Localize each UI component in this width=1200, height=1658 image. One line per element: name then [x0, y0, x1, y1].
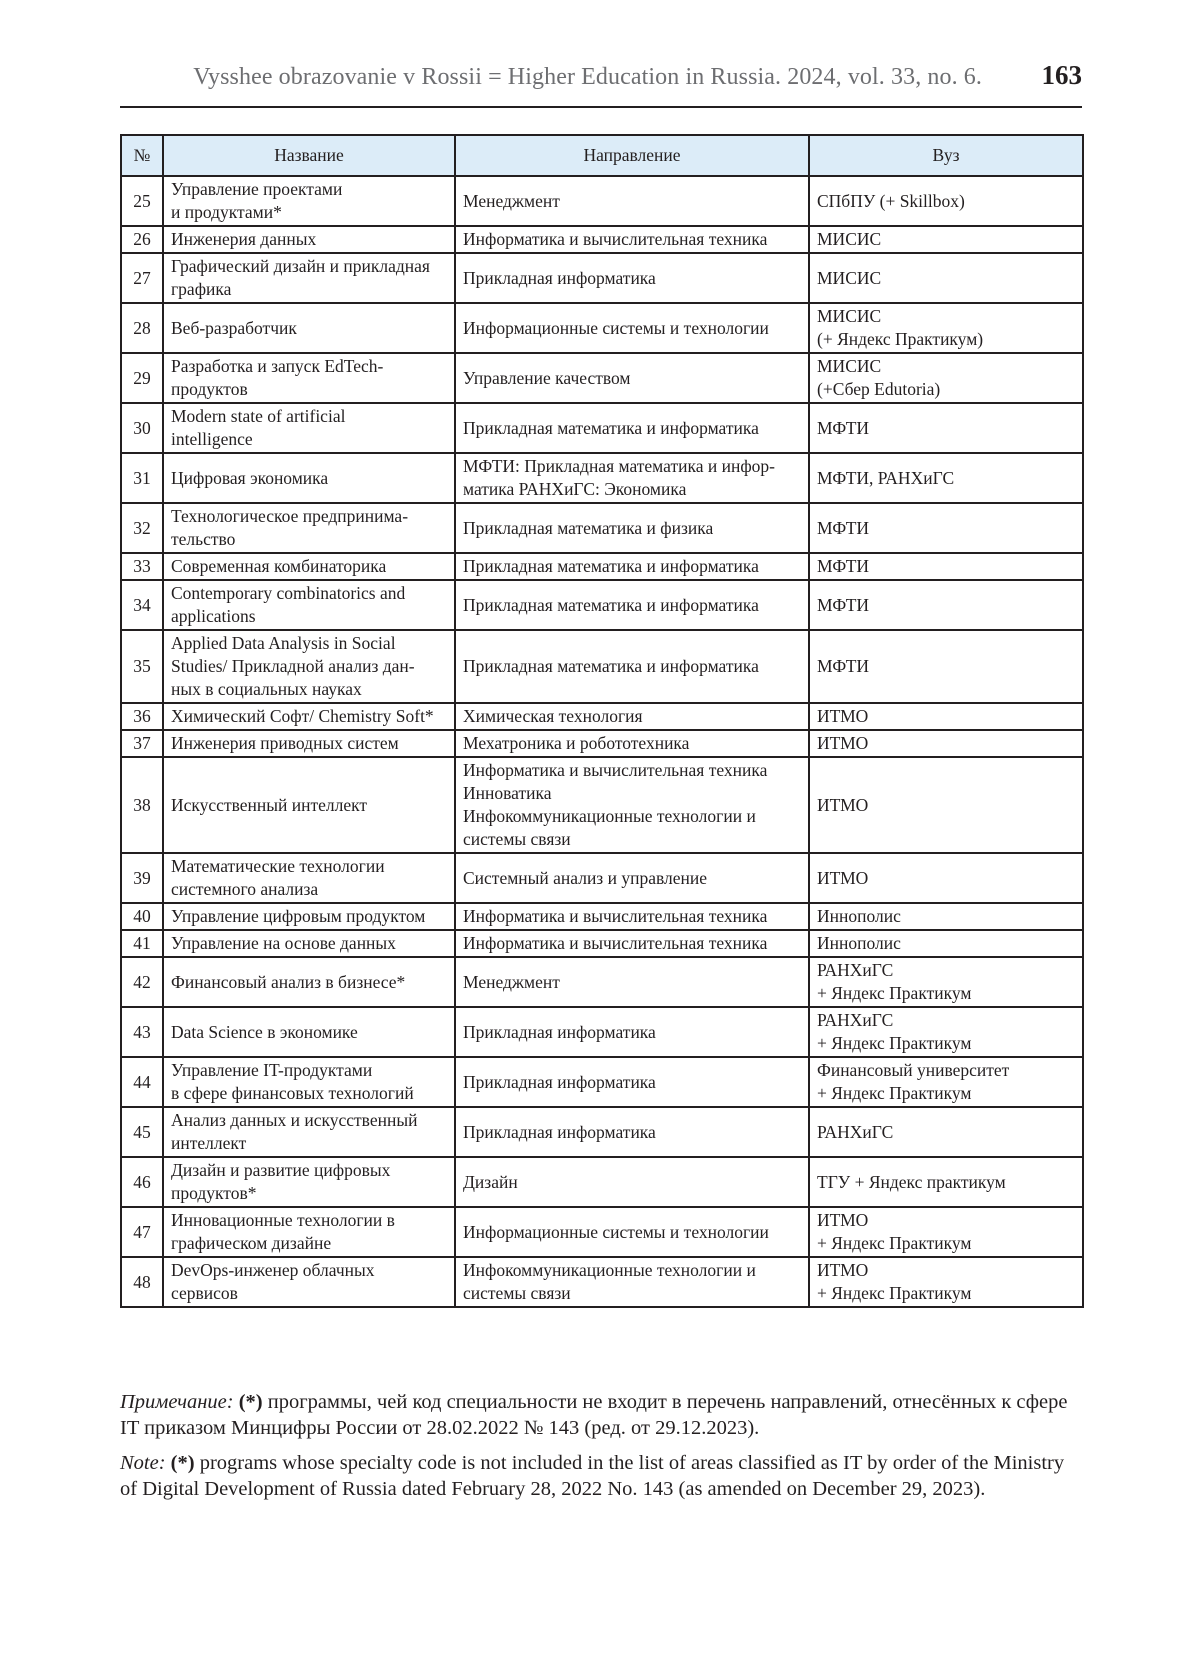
university-cell	[809, 503, 1083, 553]
row-number: 41	[121, 930, 163, 957]
program-name-line: Contemporary combinatorics and	[171, 583, 406, 603]
program-name-line: Графический дизайн и прикладная	[171, 256, 430, 276]
program-name-cell	[163, 353, 455, 403]
direction-cell	[455, 176, 809, 226]
university-line: (+Сбер Edutoria)	[817, 379, 941, 399]
university-cell	[809, 353, 1083, 403]
row-number: 29	[121, 353, 163, 403]
university-line: МФТИ	[817, 594, 870, 615]
row-number: 46	[121, 1157, 163, 1207]
direction-cell	[455, 930, 809, 957]
university-cell	[809, 1207, 1083, 1257]
direction-line: Прикладная информатика	[463, 267, 656, 288]
direction-cell	[455, 453, 809, 503]
university-line: МФТИ	[817, 517, 870, 538]
direction-cell	[455, 957, 809, 1007]
table-row	[121, 957, 1083, 1007]
program-name-cell	[163, 1057, 455, 1107]
program-name-line: Математические технологии	[171, 856, 385, 876]
row-number: 26	[121, 226, 163, 253]
university-cell	[809, 403, 1083, 453]
program-name-cell	[163, 1157, 455, 1207]
program-name-line: Современная комбинаторика	[171, 556, 387, 576]
row-number: 35	[121, 630, 163, 703]
direction-cell	[455, 553, 809, 580]
university-line: + Яндекс Практикум	[817, 1033, 972, 1053]
direction-cell	[455, 1157, 809, 1207]
program-name-cell	[163, 730, 455, 757]
program-name-line: интеллект	[171, 1133, 247, 1153]
direction-line: системы связи	[463, 1283, 571, 1303]
university-cell	[809, 226, 1083, 253]
table-row	[121, 703, 1083, 730]
direction-line: Информационные системы и технологии	[463, 317, 769, 338]
direction-cell	[455, 730, 809, 757]
direction-line: Системный анализ и управление	[463, 867, 708, 888]
direction-line: Информатика и вычислительная техника	[463, 760, 768, 780]
note-ru-label: Примечание:	[120, 1391, 234, 1413]
direction-line: Мехатроника и робототехника	[463, 733, 690, 753]
university-line: ИТМО	[817, 794, 869, 815]
row-number: 47	[121, 1207, 163, 1257]
row-number: 45	[121, 1107, 163, 1157]
direction-cell	[455, 503, 809, 553]
note-en-text: programs whose specialty code is not included in the list of areas classified as IT by order of the Ministry of Digital Development of Russia dated February 28, 2022 No. 143 (as amended on December 29, 2023).	[120, 1452, 1065, 1500]
table-row	[121, 303, 1083, 353]
direction-line: Дизайн	[463, 1171, 518, 1192]
table-row	[121, 903, 1083, 930]
program-name-line: Анализ данных и искусственный	[171, 1110, 418, 1130]
direction-cell	[455, 1007, 809, 1057]
program-name-cell	[163, 176, 455, 226]
university-line: Иннополис	[817, 906, 901, 926]
direction-line: Прикладная математика и физика	[463, 517, 714, 538]
program-name-line: ных в социальных науках	[171, 679, 362, 699]
university-line: + Яндекс Практикум	[817, 1233, 972, 1253]
direction-cell	[455, 580, 809, 630]
program-name-line: Инновационные технологии в	[171, 1210, 395, 1230]
program-name-cell	[163, 503, 455, 553]
university-cell	[809, 757, 1083, 853]
program-name-cell	[163, 580, 455, 630]
program-name-cell	[163, 1007, 455, 1057]
university-cell	[809, 1057, 1083, 1107]
university-line: МФТИ	[817, 556, 870, 576]
table-row	[121, 757, 1083, 853]
university-cell	[809, 930, 1083, 957]
table-row	[121, 630, 1083, 703]
direction-cell	[455, 703, 809, 730]
row-number: 36	[121, 703, 163, 730]
program-name-cell	[163, 453, 455, 503]
table-row	[121, 1207, 1083, 1257]
journal-citation: Vysshee obrazovanie v Rossii = Higher Education in Russia. 2024, vol. 33, no. 6.	[193, 64, 982, 90]
row-number: 33	[121, 553, 163, 580]
university-cell	[809, 453, 1083, 503]
university-cell	[809, 1157, 1083, 1207]
program-name-cell	[163, 1257, 455, 1307]
university-line: Финансовый университет	[817, 1060, 1010, 1080]
direction-line: Информатика и вычислительная техника	[463, 229, 768, 249]
direction-line: системы связи	[463, 829, 571, 849]
university-cell	[809, 1257, 1083, 1307]
program-name-line: Управление проектами	[171, 179, 343, 199]
direction-line: Прикладная математика и информатика	[463, 556, 759, 576]
direction-cell	[455, 630, 809, 703]
university-line: МИСИС	[817, 229, 882, 249]
table-row	[121, 1257, 1083, 1307]
university-cell	[809, 957, 1083, 1007]
row-number: 48	[121, 1257, 163, 1307]
direction-line: Информатика и вычислительная техника	[463, 906, 768, 926]
program-name-cell	[163, 1207, 455, 1257]
direction-line: Управление качеством	[463, 367, 631, 388]
table-row	[121, 853, 1083, 903]
program-name-line: Управление на основе данных	[171, 933, 396, 953]
program-name-line: Искусственный интеллект	[171, 794, 368, 815]
university-line: ИТМО	[817, 706, 869, 726]
program-name-line: Applied Data Analysis in Social	[171, 633, 396, 653]
row-number: 37	[121, 730, 163, 757]
university-line: МИСИС	[817, 356, 882, 376]
direction-line: Прикладная информатика	[463, 1021, 656, 1042]
program-name-cell	[163, 903, 455, 930]
row-number: 44	[121, 1057, 163, 1107]
program-name-line: intelligence	[171, 429, 253, 449]
university-line: ТГУ + Яндекс практикум	[817, 1171, 1006, 1192]
university-line: МИСИС	[817, 306, 882, 326]
table-row	[121, 1057, 1083, 1107]
university-line: РАНХиГС	[817, 1010, 894, 1030]
program-name-line: Веб-разработчик	[171, 317, 297, 338]
program-name-cell	[163, 703, 455, 730]
university-cell	[809, 703, 1083, 730]
university-line: РАНХиГС	[817, 960, 894, 980]
program-name-line: Инженерия приводных систем	[171, 733, 399, 753]
direction-line: Прикладная математика и информатика	[463, 594, 759, 615]
university-cell	[809, 1007, 1083, 1057]
direction-line: Информатика и вычислительная техника	[463, 933, 768, 953]
university-line: Иннополис	[817, 933, 901, 953]
row-number: 39	[121, 853, 163, 903]
row-number: 28	[121, 303, 163, 353]
direction-cell	[455, 1207, 809, 1257]
program-name-line: Дизайн и развитие цифровых	[171, 1160, 391, 1180]
note-ru-marker: (*)	[238, 1391, 263, 1413]
program-name-line: Data Science в экономике	[171, 1021, 358, 1042]
program-name-cell	[163, 226, 455, 253]
program-name-line: Studies/ Прикладной анализ дан-	[171, 656, 415, 676]
direction-line: Менеджмент	[463, 190, 560, 211]
row-number: 32	[121, 503, 163, 553]
direction-cell	[455, 226, 809, 253]
program-name-line: Разработка и запуск EdTech-	[171, 356, 384, 376]
program-name-line: Цифровая экономика	[171, 467, 329, 488]
university-line: ИТМО	[817, 1210, 869, 1230]
table-row	[121, 453, 1083, 503]
university-cell	[809, 553, 1083, 580]
program-name-line: в сфере финансовых технологий	[171, 1083, 414, 1103]
university-line: ИТМО	[817, 1260, 869, 1280]
university-line: ИТМО	[817, 733, 869, 753]
program-name-line: applications	[171, 606, 256, 626]
page-number: 163	[1041, 60, 1082, 90]
direction-line: Прикладная математика и информатика	[463, 417, 759, 438]
row-number: 43	[121, 1007, 163, 1057]
program-name-line: продуктов*	[171, 1183, 257, 1203]
university-line: + Яндекс Практикум	[817, 983, 972, 1003]
table-row	[121, 226, 1083, 253]
program-name-cell	[163, 1107, 455, 1157]
program-name-line: продуктов	[171, 379, 248, 399]
table-row	[121, 580, 1083, 630]
direction-line: матика РАНХиГС: Экономика	[463, 479, 687, 499]
table-row	[121, 1157, 1083, 1207]
program-name-cell	[163, 253, 455, 303]
row-number: 25	[121, 176, 163, 226]
program-name-line: сервисов	[171, 1283, 238, 1303]
table-row	[121, 1007, 1083, 1057]
direction-cell	[455, 1057, 809, 1107]
university-line: МФТИ	[817, 656, 870, 676]
note-ru-text: программы, чей код специальности не входит в перечень направлений, отнесённых к сфере IT приказом Минцифры России от 28.02.2022 № 143 (ред. от 29.12.2023).	[120, 1391, 1068, 1439]
university-line: МИСИС	[817, 267, 882, 288]
direction-cell	[455, 903, 809, 930]
university-cell	[809, 176, 1083, 226]
program-name-line: графическом дизайне	[171, 1233, 332, 1253]
university-cell	[809, 903, 1083, 930]
university-cell	[809, 253, 1083, 303]
university-cell	[809, 1107, 1083, 1157]
university-line: СПбПУ (+ Skillbox)	[817, 190, 965, 211]
direction-line: Инноватика	[463, 783, 552, 803]
university-line: МФТИ, РАНХиГС	[817, 467, 955, 488]
university-line: РАНХиГС	[817, 1121, 894, 1142]
program-name-line: системного анализа	[171, 879, 319, 899]
university-line: МФТИ	[817, 417, 870, 438]
direction-cell	[455, 303, 809, 353]
note-en-label: Note:	[120, 1452, 166, 1474]
direction-line: Информационные системы и технологии	[463, 1221, 769, 1242]
row-number: 38	[121, 757, 163, 853]
program-name-line: тельство	[171, 529, 236, 549]
university-cell	[809, 303, 1083, 353]
column-header-number: №	[121, 135, 163, 176]
program-name-line: DevOps-инженер облачных	[171, 1260, 375, 1280]
program-name-cell	[163, 757, 455, 853]
table-row	[121, 930, 1083, 957]
table-row	[121, 403, 1083, 453]
university-line: ИТМО	[817, 867, 869, 888]
direction-cell	[455, 253, 809, 303]
program-name-line: графика	[171, 279, 232, 299]
column-header-name: Название	[163, 135, 455, 176]
program-name-line: Технологическое предпринима-	[171, 506, 409, 526]
column-header-university: Вуз	[809, 135, 1083, 176]
direction-line: Инфокоммуникационные технологии и	[463, 806, 756, 826]
note-en-marker: (*)	[170, 1452, 195, 1474]
direction-cell	[455, 403, 809, 453]
table-header-row	[121, 135, 1083, 176]
table-row	[121, 503, 1083, 553]
table-row	[121, 176, 1083, 226]
program-name-line: Химический Софт/ Chemistry Soft*	[171, 706, 434, 726]
direction-line: Прикладная математика и информатика	[463, 656, 759, 676]
university-cell	[809, 730, 1083, 757]
running-header	[120, 60, 1082, 108]
row-number: 31	[121, 453, 163, 503]
direction-line: Инфокоммуникационные технологии и	[463, 1260, 756, 1280]
direction-cell	[455, 853, 809, 903]
programs-table	[120, 134, 1084, 1308]
program-name-cell	[163, 553, 455, 580]
program-name-line: и продуктами*	[171, 202, 282, 222]
direction-line: МФТИ: Прикладная математика и инфор-	[463, 456, 775, 476]
university-cell	[809, 630, 1083, 703]
direction-cell	[455, 1257, 809, 1307]
table-row	[121, 553, 1083, 580]
program-name-cell	[163, 957, 455, 1007]
university-cell	[809, 580, 1083, 630]
note-english	[120, 1450, 1082, 1502]
university-line: + Яндекс Практикум	[817, 1083, 972, 1103]
program-name-line: Управление IT-продуктами	[171, 1060, 373, 1080]
direction-cell	[455, 1107, 809, 1157]
university-cell	[809, 853, 1083, 903]
row-number: 34	[121, 580, 163, 630]
program-name-line: Финансовый анализ в бизнесе*	[171, 971, 406, 992]
column-header-direction: Направление	[455, 135, 809, 176]
program-name-line: Modern state of artificial	[171, 406, 346, 426]
row-number: 42	[121, 957, 163, 1007]
program-name-cell	[163, 303, 455, 353]
direction-line: Прикладная информатика	[463, 1121, 656, 1142]
row-number: 40	[121, 903, 163, 930]
table-body	[121, 176, 1083, 1307]
program-name-cell	[163, 853, 455, 903]
direction-cell	[455, 353, 809, 403]
program-name-cell	[163, 930, 455, 957]
program-name-line: Управление цифровым продуктом	[171, 906, 426, 926]
program-name-cell	[163, 630, 455, 703]
note-russian	[120, 1389, 1082, 1441]
table-row	[121, 253, 1083, 303]
direction-line: Менеджмент	[463, 971, 560, 992]
direction-cell	[455, 757, 809, 853]
table-row	[121, 1107, 1083, 1157]
table-row	[121, 730, 1083, 757]
row-number: 30	[121, 403, 163, 453]
direction-line: Прикладная информатика	[463, 1071, 656, 1092]
university-line: + Яндекс Практикум	[817, 1283, 972, 1303]
table-row	[121, 353, 1083, 403]
direction-line: Химическая технология	[463, 706, 643, 726]
row-number: 27	[121, 253, 163, 303]
program-name-cell	[163, 403, 455, 453]
program-name-line: Инженерия данных	[171, 229, 317, 249]
university-line: (+ Яндекс Практикум)	[817, 329, 984, 349]
